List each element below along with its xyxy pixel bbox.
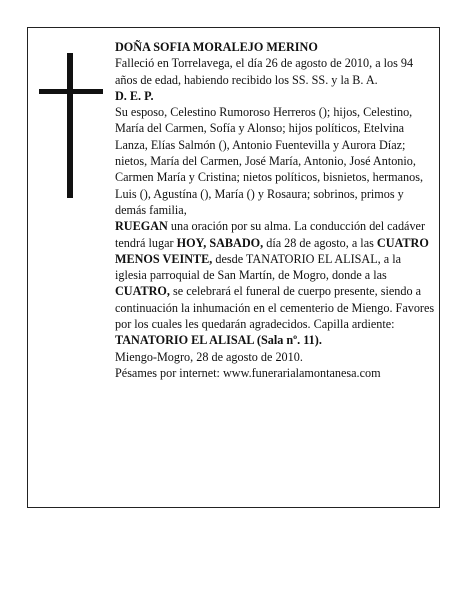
rip-line: D. E. P. (115, 88, 154, 103)
funeral-day: HOY, SABADO, (176, 235, 264, 250)
cross-horizontal-bar (39, 89, 103, 94)
funeral-details: RUEGAN una oración por su alma. La conducción del cadáver tendrá lugar HOY, SABADO, día 28 de agosto, a las CUATRO MENOS VEINTE, desde TANATORIO EL ALISAL, a la iglesia parroquial de San Martín, de Mogro, donde a las CUATRO, se celebrará el funeral de cuerpo presente, siendo a continuación la inhumación en el cementerio de Miengo. Favores por los cuales les quedarán agradecidos. Capilla ardiente: TANATORIO EL ALISAL (Sala nº. 11). (115, 219, 435, 348)
ruegan-word: RUEGAN (115, 219, 168, 234)
obituary-notice (27, 27, 440, 508)
death-announcement: Falleció en Torrelavega, el día 26 de agosto de 2010, a los 94 años de edad, habiendo recibido los SS. SS. y la B. A. (115, 56, 414, 87)
obituary-text (115, 39, 435, 381)
condolences-line: Pésames por internet: www.funerarialamontanesa.com (115, 365, 381, 380)
latin-cross-icon (39, 53, 103, 198)
funeral-time: CUATRO MENOS VEINTE, (115, 235, 429, 266)
place-date: Miengo-Mogro, 28 de agosto de 2010. (115, 349, 303, 364)
cross-vertical-bar (67, 53, 73, 198)
chapel-location: TANATORIO EL ALISAL (Sala nº. 11). (115, 333, 322, 348)
mass-time: CUATRO, (115, 284, 170, 299)
deceased-name: DOÑA SOFIA MORALEJO MERINO (115, 40, 318, 54)
family-list: Su esposo, Celestino Rumoroso Herreros (); hijos, Celestino, María del Carmen, Sofía y Alonso; hijos políticos, Etelvina Lanza, Elías Salmón (), Antonio Fuentevilla y Aurora Díaz; nietos, María del Carmen, José María, Antonio, José Antonio, Carmen María y Cristina; nietos políticos, bisnietos, hermanos, Luis (), Agustína (), María () y Rosaura; sobrinos, primos y demás familia, (115, 105, 424, 217)
